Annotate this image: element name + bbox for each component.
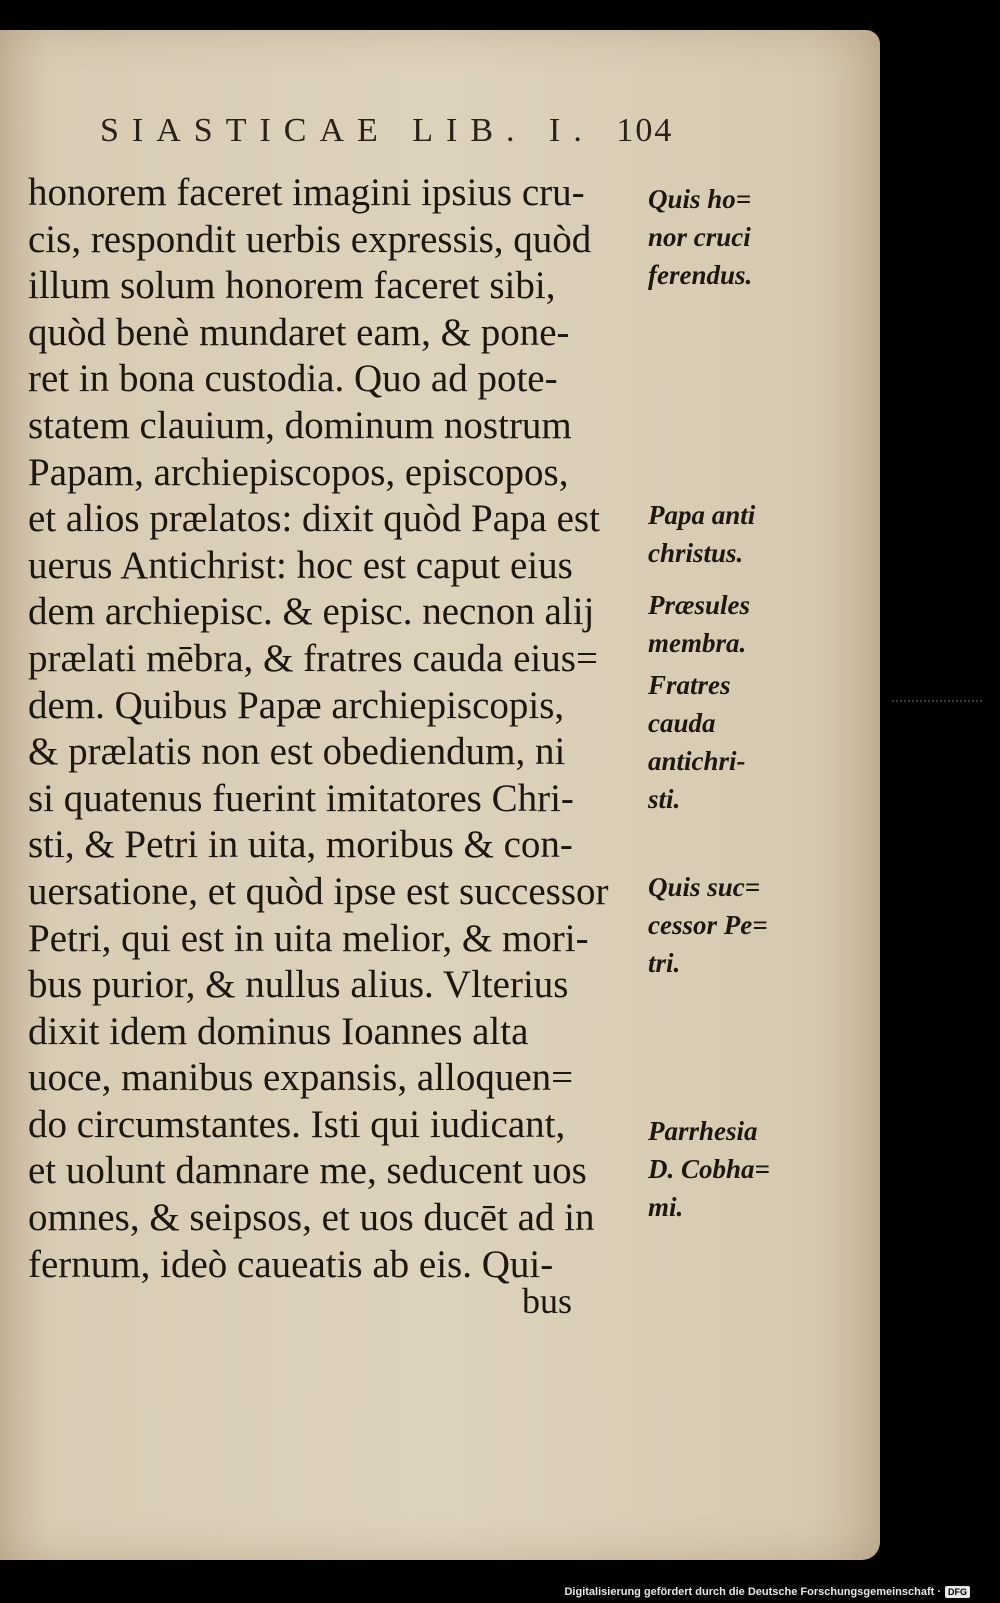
running-head — [100, 112, 674, 150]
main-text — [28, 170, 648, 1288]
marginal-note-line: nor cruci — [648, 222, 751, 252]
marginal-note-line: membra. — [648, 628, 747, 658]
marginal-note — [648, 1112, 770, 1226]
marginal-note-line: Papa anti — [648, 500, 756, 530]
marginal-note — [648, 586, 750, 662]
marginal-note-line: cessor Pe= — [648, 910, 768, 940]
marginal-note-line: mi. — [648, 1192, 684, 1222]
marginal-note-line: Præsules — [648, 590, 751, 620]
text-line: ret in bona custodia. Quo ad pote- — [28, 357, 558, 401]
text-line: bus purior, & nullus alius. Vlterius — [28, 963, 569, 1007]
marginal-note-line: christus. — [648, 538, 744, 568]
marginal-note — [648, 666, 746, 818]
text-line: honorem faceret imagini ipsius cru- — [28, 171, 585, 214]
page-edge-dots — [892, 700, 982, 704]
marginal-note-line: Fratres — [648, 670, 731, 700]
text-line: do circumstantes. Isti qui iudicant, — [28, 1102, 566, 1146]
running-head-title: SIASTICAE LIB. I. — [100, 112, 595, 149]
text-line: statem clauium, dominum nostrum — [28, 403, 572, 447]
text-line: omnes, & seipsos, et uos ducēt ad in — [28, 1196, 595, 1240]
text-line: uerus Antichrist: hoc est caput eius — [28, 543, 573, 587]
marginal-note-line: cauda — [648, 708, 716, 738]
text-line: quòd benè mundaret eam, & pone- — [28, 310, 570, 354]
text-line: illum solum honorem faceret sibi, — [28, 264, 556, 308]
text-line: fernum, ideò caueatis ab eis. Qui- — [28, 1242, 554, 1286]
text-line: sti, & Petri in uita, moribus & con- — [28, 823, 573, 867]
text-line: et uolunt damnare me, seducent uos — [28, 1149, 587, 1193]
marginal-note-line: Quis ho= — [648, 184, 752, 214]
marginal-note-line: antichri- — [648, 746, 746, 776]
text-line: Petri, qui est in uita melior, & mori- — [28, 916, 589, 960]
marginal-note — [648, 496, 755, 572]
marginal-note-line: sti. — [648, 784, 681, 814]
text-line: uersatione, et quòd ipse est successor — [28, 869, 609, 913]
text-line: prælati mēbra, & fratres cauda eius= — [28, 636, 598, 680]
catchword: bus — [522, 1281, 573, 1321]
marginal-note-line: Parrhesia — [648, 1116, 758, 1146]
text-line: et alios prælatos: dixit quòd Papa est — [28, 497, 600, 541]
text-line: si quatenus fuerint imitatores Chri- — [28, 776, 574, 820]
text-line: dixit idem dominus Ioannes alta — [28, 1009, 529, 1053]
text-line: uoce, manibus expansis, alloquen= — [28, 1056, 574, 1100]
marginal-note-line: tri. — [648, 948, 681, 978]
marginal-note — [648, 868, 768, 982]
marginal-note — [648, 180, 752, 294]
digitization-footer — [564, 1582, 970, 1602]
marginal-note-line: Quis suc= — [648, 872, 761, 902]
text-line: & prælatis non est obediendum, ni — [28, 730, 566, 774]
text-line: cis, respondit uerbis expressis, quòd — [28, 217, 592, 261]
page-number: 104 — [616, 112, 674, 149]
marginal-note-line: D. Cobha= — [648, 1154, 770, 1184]
footer-text: Digitalisierung gefördert durch die Deutsche Forschungsgemeinschaft · — [564, 1586, 941, 1598]
text-line: dem archiepisc. & episc. necnon alij — [28, 590, 595, 634]
text-line: Papam, archiepiscopos, episcopos, — [28, 450, 569, 494]
text-line: dem. Quibus Papæ archiepiscopis, — [28, 683, 565, 727]
marginal-note-line: ferendus. — [648, 260, 753, 290]
dfg-logo-icon: DFG — [945, 1586, 970, 1598]
